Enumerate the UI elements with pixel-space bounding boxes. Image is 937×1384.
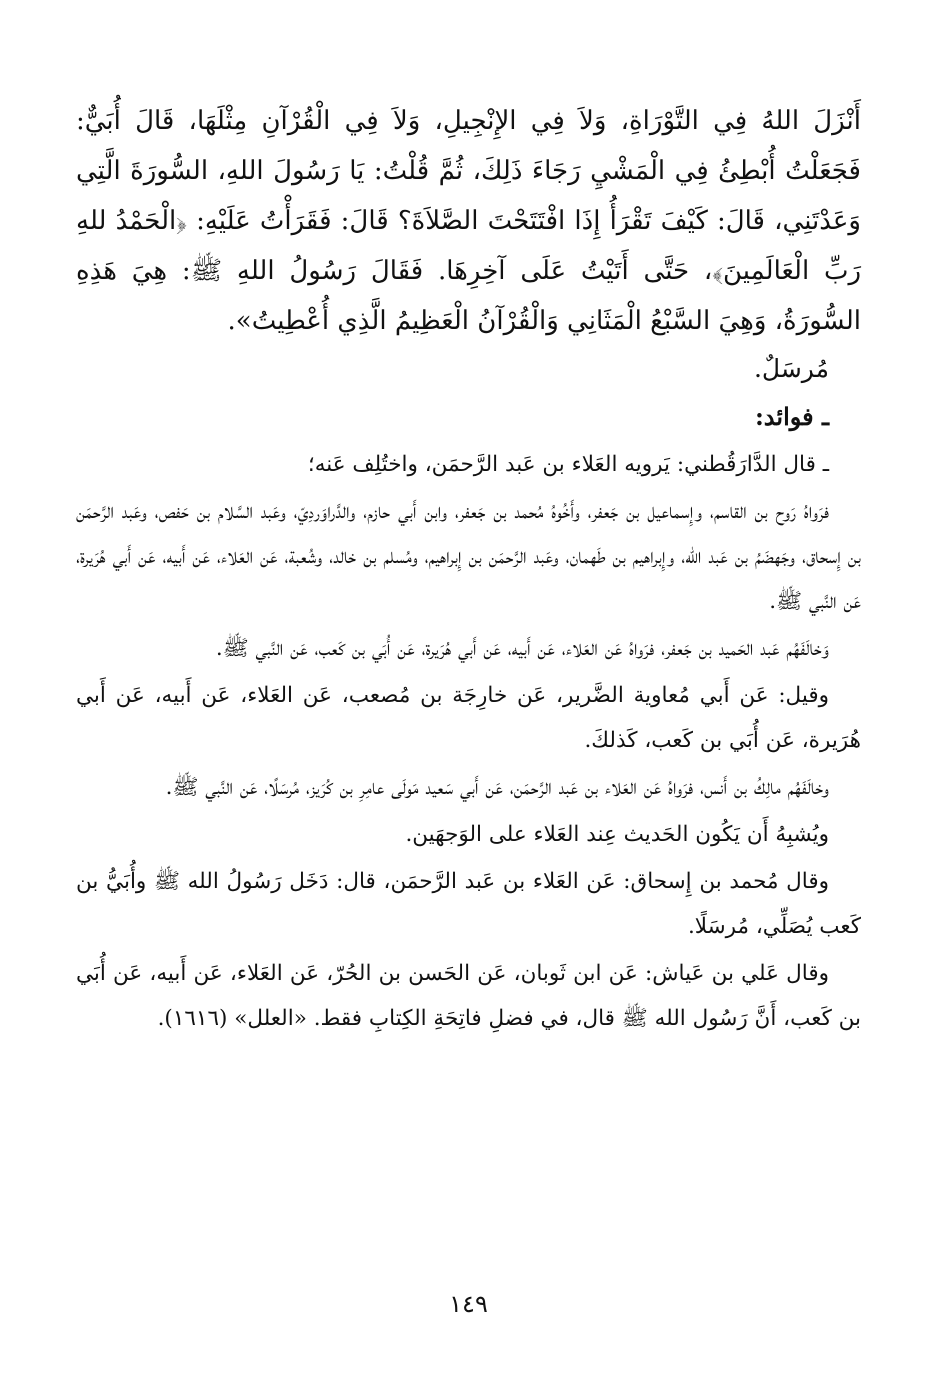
commentary-paragraph: وقال عَلي بن عَياش: عَن ابن ثَوبان، عَن الحَسن بن الحُرّ، عَن العَلاء، عَن أَبيه، عَن أُبَي بن كَعب، أَنَّ رَسُول الله ﷺ قال، في فضلِ فاتِحَةِ الكِتابِ فقط. «العلل» (١٦١٦).: [76, 961, 861, 1031]
page-number: ١٤٩: [449, 1290, 488, 1318]
commentary-paragraph: وخالَفَهُم مالِكُ بن أَنس، فرَواهُ عَن العَلاء بن عَبد الرَّحمَن، عَن أَبي سَعيد مَولَى عامِرِ بن كُرَيز، مُرسَلًا، عَن النَّبي ﷺ.: [165, 775, 829, 800]
commentary-paragraph: وَخالَفَهُم عَبد الحَميد بن جَعفر، فرَواهُ عَن العَلاء، عَن أَبيه، عَن أَبي هُرَيرة، عَن أُبَي بن كَعب، عَن النَّبي ﷺ.: [215, 636, 829, 661]
benefits-heading: ـ فوائد:: [754, 402, 829, 431]
hadith-text: أَنْزَلَ اللهُ فِي التَّوْرَاةِ، وَلاَ فِي الإِنْجِيلِ، وَلاَ فِي الْقُرْآنِ مِثْلَهَا، قَالَ أُبَيٌّ: فَجَعَلْتُ أُبْطِئُ فِي الْمَشْيِ رَجَاءَ ذَلِكَ، ثُمَّ قُلْتُ: يَا رَسُولَ اللهِ، السُّورَةَ الَّتِي وَعَدْتَنِي، قَالَ: كَيْفَ تَقْرَأُ إِذَا افْتَتَحْتَ الصَّلاَةَ؟ قَالَ: فَقَرَأْتُ عَلَيْهِ: ﴿الْحَمْدُ للهِ رَبِّ الْعَالَمِينَ﴾، حَتَّى أَتَيْتُ عَلَى آخِرِهَا. فَقَالَ رَسُولُ اللهِ ﷺ: هِيَ هَذِهِ السُّورَةُ، وَهِيَ السَّبْعُ الْمَثَانِي وَالْقُرْآنُ الْعَظِيمُ الَّذِي أُعْطِيتُ».: [76, 106, 861, 336]
commentary-paragraph: فرَواهُ رَوح بن القاسم، وإِسماعيل بن جَعفر، وأَخُوهُ مُحمد بن جَعفر، وابن أَبي حازم، والدَّراوَردِيّ، وعَبد السَّلام بن حَفص، وعَبد الرَّحمَن بن إِسحاق، وجَهضَمُ بن عَبد الله، وإِبراهيم بن طَهمان، وعَبد الرَّحمَن بن إِبراهيم، ومُسلم بن خالد، وشُعبة، عَن العَلاء، عَن أَبيه، عَن أَبي هُرَيرة، عَن النَّبي ﷺ.: [76, 499, 861, 614]
commentary-paragraph: وقال مُحمد بن إِسحاق: عَن العَلاء بن عَبد الرَّحمَن، قال: دَخَل رَسُولُ الله ﷺ وأُبَيُّ بن كَعب يُصَلِّي، مُرسَلًا.: [76, 869, 861, 939]
commentary-paragraph: ويُشبِهُ أَن يَكُون الحَديث عِند العَلاء على الوَجهَين.: [405, 822, 829, 847]
commentary-paragraph: ـ قال الدَّارَقُطني: يَرويه العَلاء بن عَبد الرَّحمَن، واختُلِف عَنه؛: [307, 452, 829, 477]
grading-label: مُرسَلٌ.: [753, 354, 829, 383]
commentary-paragraph: وقيل: عَن أَبي مُعاوية الضَّرير، عَن خارِجَة بن مُصعب، عَن العَلاء، عَن أَبيه، عَن أَبي هُرَيرة، عَن أُبَي بن كَعب، كَذلكَ.: [76, 683, 861, 753]
